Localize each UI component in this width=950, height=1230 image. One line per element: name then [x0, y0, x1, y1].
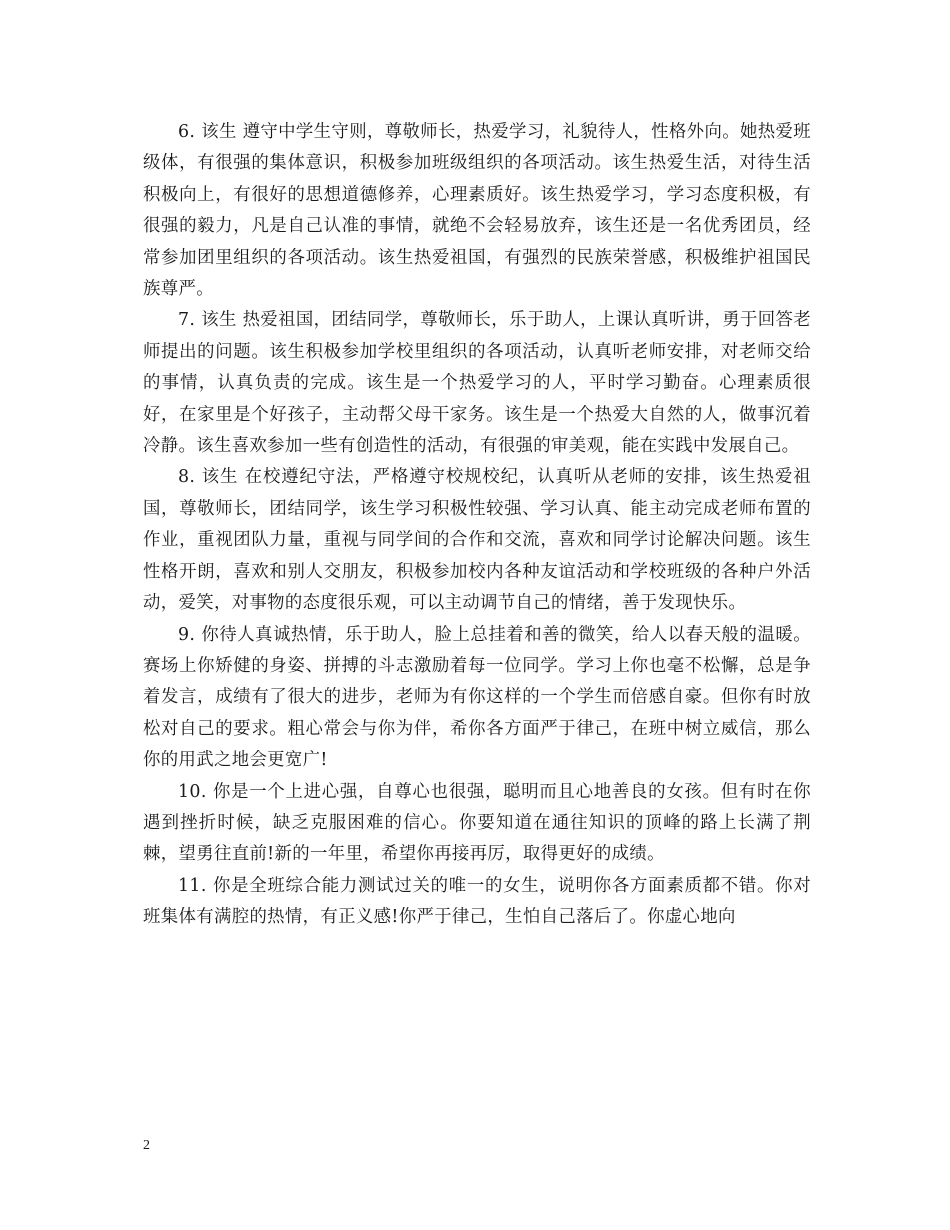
document-body — [143, 117, 811, 934]
paragraph-9: 9. 你待人真诚热情，乐于助人，脸上总挂着和善的微笑，给人以春天般的温暖。赛场上你矫健的身姿、拼搏的斗志激励着每一位同学。学习上你也毫不松懈，总是争着发言，成绩有了很大的进步，老师为有你这样的一个学生而倍感自豪。但你有时放松对自己的要求。粗心常会与你为伴，希你各方面严于律己，在班中树立威信，那么你的用武之地会更宽广! — [143, 624, 811, 771]
paragraph-11: 11. 你是全班综合能力测试过关的唯一的女生，说明你各方面素质都不错。你对班集体有满腔的热情，有正义感!你严于律己，生怕自己落后了。你虚心地向 — [143, 875, 811, 928]
paragraph-10: 10. 你是一个上进心强，自尊心也很强，聪明而且心地善良的女孩。但有时在你遇到挫折时候，缺乏克服困难的信心。你要知道在通往知识的顶峰的路上长满了荆棘，望勇往直前!新的一年里，希望你再接再厉，取得更好的成绩。 — [143, 781, 811, 865]
paragraph-7: 7. 该生 热爱祖国，团结同学，尊敬师长，乐于助人，上课认真听讲，勇于回答老师提出的问题。该生积极参加学校里组织的各项活动，认真听老师安排，对老师交给的事情，认真负责的完成。该生是一个热爱学习的人，平时学习勤奋。心理素质很好，在家里是个好孩子，主动帮父母干家务。该生是一个热爱大自然的人，做事沉着冷静。该生喜欢参加一些有创造性的活动，有很强的审美观，能在实践中发展自己。 — [143, 310, 811, 457]
page-number: 2 — [143, 1138, 150, 1153]
paragraph-6: 6. 该生 遵守中学生守则，尊敬师长，热爱学习，礼貌待人，性格外向。她热爱班级体，有很强的集体意识，积极参加班级组织的各项活动。该生热爱生活，对待生活积极向上，有很好的思想道德修养，心理素质好。该生热爱学习，学习态度积极，有很强的毅力，凡是自己认准的事情，就绝不会轻易放弃，该生还是一名优秀团员，经常参加团里组织的各项活动。该生热爱祖国，有强烈的民族荣誉感，积极维护祖国民族尊严。 — [143, 122, 811, 300]
paragraph-8: 8. 该生 在校遵纪守法，严格遵守校规校纪，认真听从老师的安排，该生热爱祖国，尊敬师长，团结同学，该生学习积极性较强、学习认真、能主动完成老师布置的作业，重视团队力量，重视与同学间的合作和交流，喜欢和同学讨论解决问题。该生性格开朗，喜欢和别人交朋友，积极参加校内各种友谊活动和学校班级的各种户外活动，爱笑，对事物的态度很乐观，可以主动调节自己的情绪，善于发现快乐。 — [143, 467, 811, 614]
